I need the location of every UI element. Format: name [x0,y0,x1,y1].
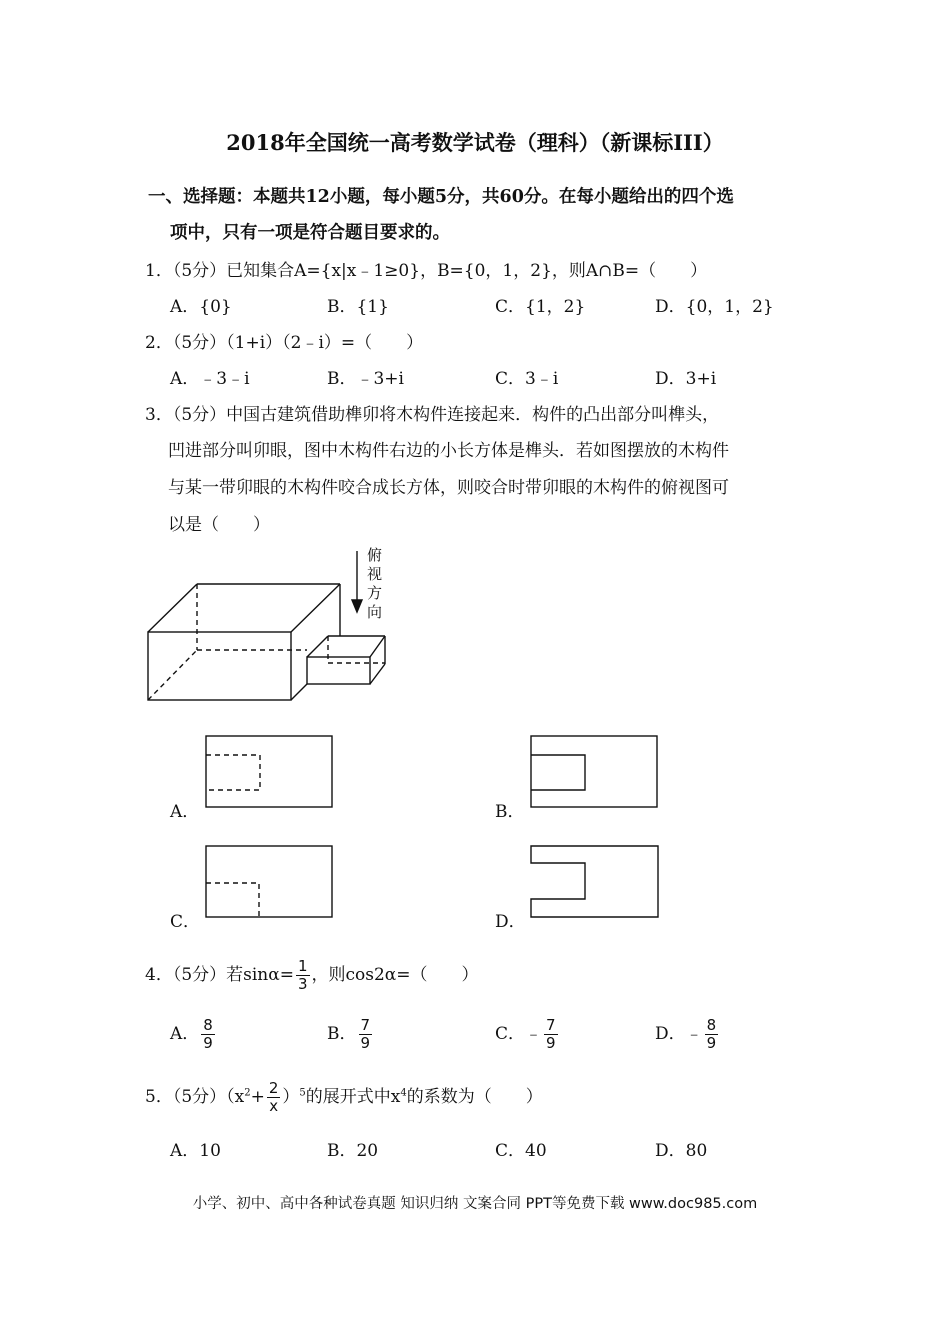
q1-option-d[interactable]: D．{0，1，2} [655,297,774,317]
q3-option-c[interactable]: C． [170,912,201,932]
q3-option-d[interactable]: D． [495,912,526,932]
q1-option-b[interactable]: B．{1} [327,297,389,317]
section-heading-line1: 一、选择题：本题共12小题，每小题5分，共60分。在每小题给出的四个选 [148,187,734,207]
q2-option-b[interactable]: B．﹣3+i [327,369,404,389]
question-1-text: 1．（5分）已知集合A={x|x﹣1≥0}，B={0，1，2}，则A∩B=（ ） [145,261,708,281]
q4-option-c[interactable]: C．﹣ $\frac{7}{9}$ [495,1016,556,1052]
q2-option-c[interactable]: C．3﹣i [495,369,559,389]
q2-option-d[interactable]: D．3+i [655,369,717,389]
q1-option-a[interactable]: A．{0} [170,297,232,317]
big-box-front [148,632,291,700]
question-2-text: 2．（5分）（1+i）（2﹣i）=（ ） [145,333,424,353]
view-direction-label: 俯 视 方 向 [367,546,383,621]
section-heading-line2: 项中，只有一项是符合题目要求的。 [170,223,450,243]
question-3-line2: 凹进部分叫卯眼，图中木构件右边的小长方体是榫头．若如图摆放的木构件 [168,441,729,461]
q4-option-b[interactable]: B． $\frac{7}{9}$ [327,1016,371,1052]
q2-option-a[interactable]: A．﹣3﹣i [170,369,250,389]
q5-option-c[interactable]: C．40 [495,1141,547,1161]
question-5-text: 5．（5分）（$x^2+$ $\frac{2}{x}$ ）$^5$的展开式中$x^4$的系数为（ ） [145,1079,543,1115]
q5-option-b[interactable]: B．20 [327,1141,379,1161]
question-3-line3: 与某一带卯眼的木构件咬合成长方体，则咬合时带卯眼的木构件的俯视图可 [168,478,729,498]
page-title: 2018年全国统一高考数学试卷（理科）（新课标III） [226,130,724,155]
q5-option-d[interactable]: D．80 [655,1141,708,1161]
option-a-diagram [206,736,332,807]
option-b-diagram [531,736,657,807]
question-3-line4: 以是（ ） [168,515,270,535]
q4-option-d[interactable]: D．﹣ $\frac{8}{9}$ [655,1016,717,1052]
tenon-box-front [307,657,370,684]
q5-fraction: $\frac{2}{x}$ [268,1079,279,1115]
q1-option-c[interactable]: C．{1，2} [495,297,586,317]
option-c-diagram [206,846,332,917]
q3-option-a[interactable]: A． [170,802,200,822]
footer-text: 小学、初中、高中各种试卷真题 知识归纳 文案合同 PPT等免费下载 www.doc985.com [192,1196,758,1212]
question-3-line1: 3．（5分）中国古建筑借助榫卯将木构件连接起来．构件的凸出部分叫榫头， [145,405,720,425]
q5-option-a[interactable]: A．10 [170,1141,221,1161]
option-d-diagram [531,846,658,917]
q4-option-a[interactable]: A． $\frac{8}{9}$ [170,1016,213,1052]
question-4-text: 4．（5分）若sinα= $\frac{1}{3}$ ，则cos2α=（ ） [145,957,479,993]
q4-fraction: $\frac{1}{3}$ [297,957,308,993]
q3-option-b[interactable]: B． [495,802,525,822]
